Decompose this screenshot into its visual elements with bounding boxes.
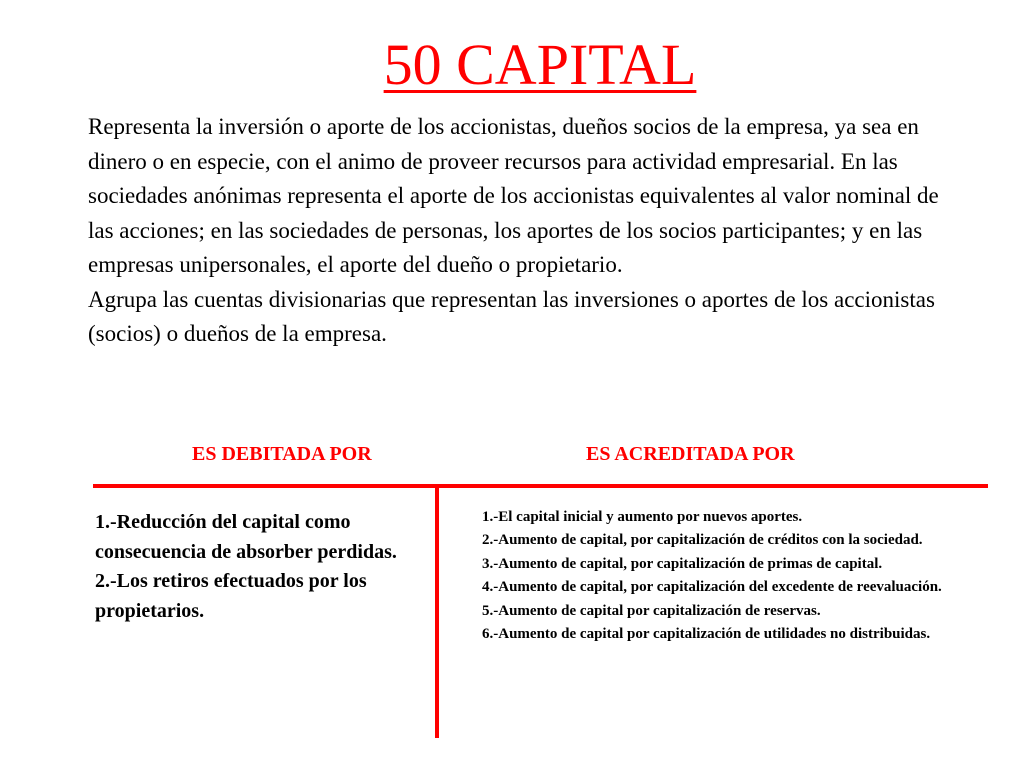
credit-item: 2.-Aumento de capital, por capitalización de créditos con la sociedad. [482,532,923,549]
description-paragraph-2: Agrupa las cuentas divisionarias que representan las inversiones o aportes de los accionistas (socios) o dueños de la empresa. [88,286,935,346]
page-title: 50 CAPITAL [383,32,697,97]
description-paragraph-1: Representa la inversión o aporte de los accionistas, dueños socios de la empresa, ya sea en dinero o en especie, con el animo de proveer recursos para actividad empresarial. En las sociedades anónimas representa el aporte de los accionistas equivalentes al valor nominal de las acciones; en las sociedades de personas, los aportes de los socios participantes; y en las empresas unipersonales, el aporte del dueño o propietario. [88,114,939,277]
t-account-vertical-line [435,488,439,738]
credit-item: 6.-Aumento de capital por capitalización de utilidades no distribuidas. [482,626,931,643]
credit-item: 4.-Aumento de capital, por capitalización del excedente de reevaluación. [482,579,942,596]
t-account-horizontal-line [93,484,988,488]
credit-item: 1.-El capital inicial y aumento por nuevos aportes. [482,509,803,525]
debit-item: 2.-Los retiros efectuados por los propietarios. [95,570,367,622]
credit-list [482,506,1002,646]
credit-item: 3.-Aumento de capital, por capitalización de primas de capital. [482,555,883,572]
debit-heading: ES DEBITADA POR [192,443,372,465]
description [88,110,948,352]
credit-item: 5.-Aumento de capital por capitalización de reservas. [482,602,821,619]
debit-item: 1.-Reducción del capital como consecuencia de absorber perdidas. [95,511,397,563]
credit-heading: ES ACREDITADA POR [586,443,795,465]
debit-list [95,508,425,626]
